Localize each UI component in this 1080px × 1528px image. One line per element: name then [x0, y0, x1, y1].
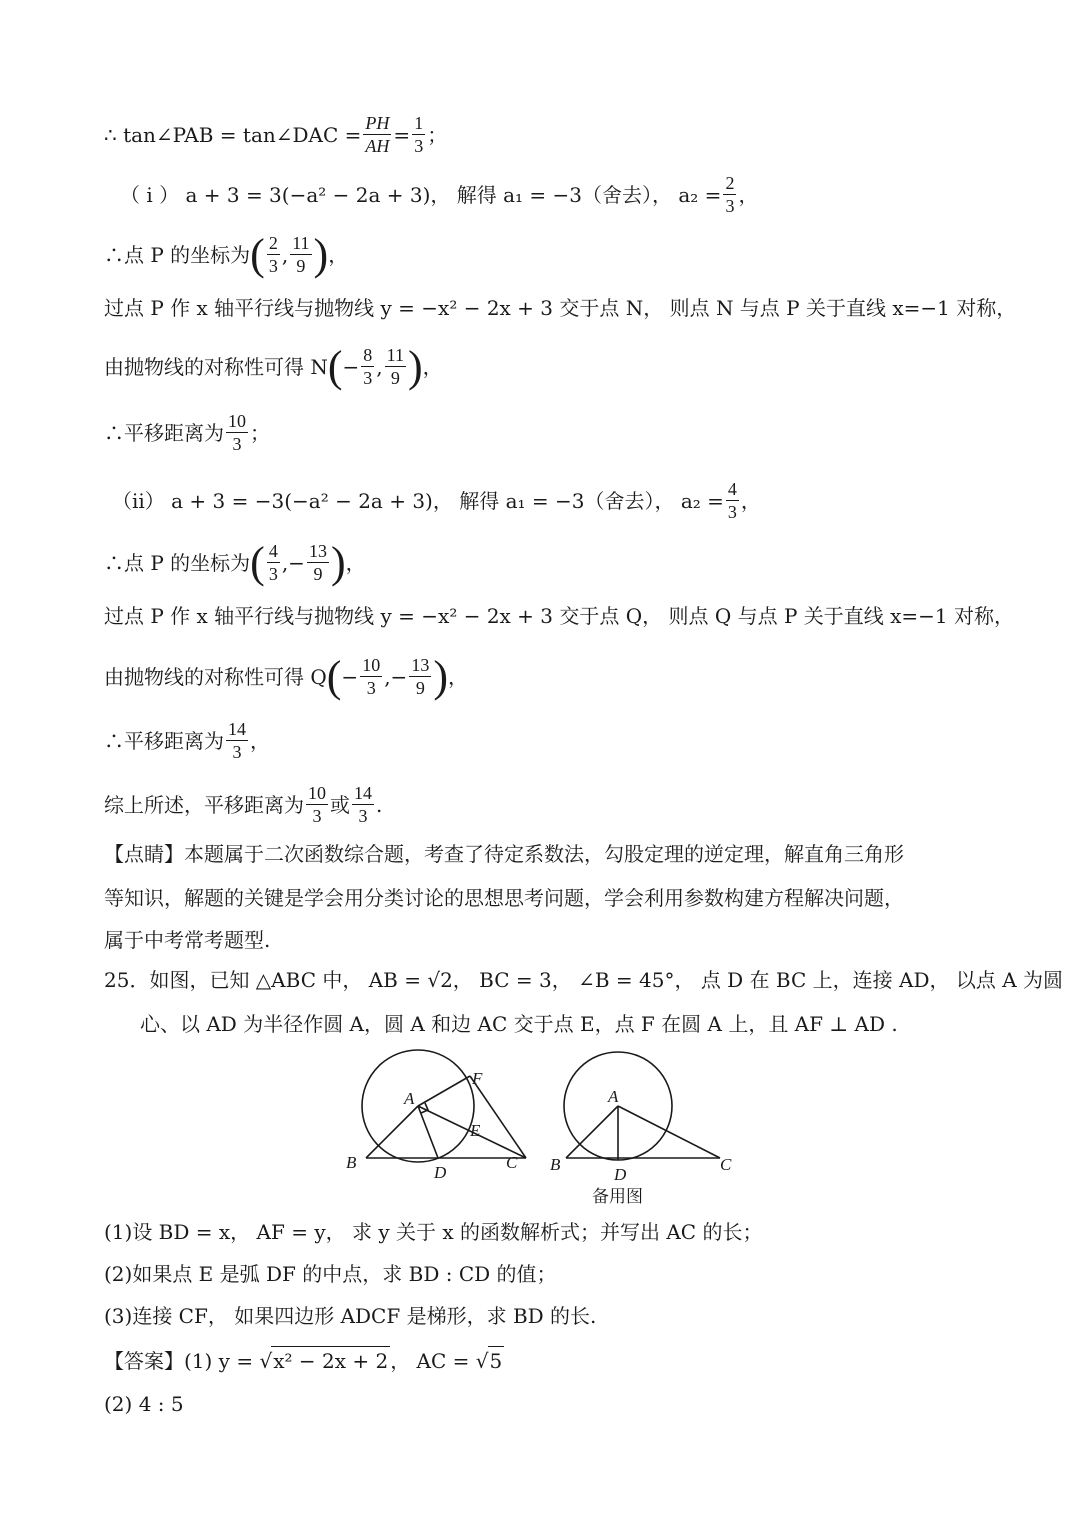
label-d-backup: D: [614, 1165, 627, 1184]
text: ；: [427, 122, 448, 147]
label-a-backup: A: [608, 1087, 619, 1106]
text: 过点 P 作 x 轴平行线与抛物线 y = −x² − 2x + 3 交于点 Q， 则点 Q 与点 P 关于直线 x=−1 对称，: [104, 604, 1015, 628]
text: ∴平移距离为: [104, 728, 224, 753]
figure-left-labels: [346, 1069, 518, 1182]
text: (2)如果点 E 是弧 DF 的中点，求 BD : CD 的值；: [104, 1262, 557, 1286]
denominator: 9: [296, 256, 306, 276]
fraction: [361, 344, 374, 389]
text: ；: [250, 420, 270, 445]
paren-open: (: [250, 229, 265, 279]
numerator: 13: [308, 541, 327, 561]
text: ，: [447, 664, 468, 689]
fraction: [412, 112, 425, 157]
denominator: 3: [232, 742, 242, 762]
text: ， AC =: [390, 1348, 470, 1373]
fraction: [306, 782, 328, 827]
sqrt-sign: √: [253, 1348, 273, 1373]
numerator: 8: [363, 345, 373, 365]
numerator: 13: [411, 655, 430, 675]
label-a: A: [404, 1089, 415, 1108]
text: 或: [330, 792, 350, 817]
text: 由抛物线的对称性可得 N: [104, 354, 328, 379]
denominator: AH: [365, 136, 390, 156]
text: 由抛物线的对称性可得 Q: [104, 664, 327, 689]
line-case-i: [120, 172, 758, 217]
numerator: 1: [414, 113, 424, 133]
figure-right: [564, 1052, 720, 1160]
text: ，: [250, 728, 270, 753]
text: 【点睛】本题属于二次函数综合题，考查了待定系数法，勾股定理的逆定理，解直角三角形: [104, 842, 904, 866]
fraction: [307, 540, 329, 585]
text: (1)设 BD = x， AF = y， 求 y 关于 x 的函数解析式；并写出 AC 的长；: [104, 1220, 763, 1244]
line-problem-25: [104, 966, 1063, 994]
fraction: [226, 718, 248, 763]
fraction: [726, 478, 739, 523]
segment-ab: [366, 1106, 418, 1158]
text: ，: [422, 354, 443, 379]
paren-open: (: [250, 537, 265, 587]
line-q3: [104, 1302, 596, 1330]
line-comment-1: [104, 840, 904, 868]
denominator: 3: [725, 196, 735, 216]
label-b-backup: B: [550, 1155, 561, 1174]
text: （ i ） a + 3 = 3(−a² − 2a + 3)， 解得 a₁ = −3（舍去）， a₂ =: [120, 182, 722, 207]
paren-close: ): [330, 537, 346, 587]
line-distance-2: [104, 718, 270, 763]
fraction: [363, 112, 391, 157]
text: （ii） a + 3 = −3(−a² − 2a + 3)， 解得 a₁ = −3（舍去）， a₂ =: [112, 488, 724, 513]
numerator: 10: [228, 411, 246, 431]
text: 25．如图，已知 △ABC 中， AB = √2， BC = 3， ∠B = 45°， 点 D 在 BC 上，连接 AD， 以点 A 为圆: [104, 968, 1064, 992]
denominator: 3: [312, 806, 322, 826]
segment-af: [418, 1076, 470, 1106]
text: ，: [740, 488, 761, 513]
text: ∴平移距离为: [104, 420, 224, 445]
line-distance-1: [104, 410, 270, 455]
label-c: C: [506, 1153, 518, 1172]
label-d: D: [434, 1163, 447, 1182]
numerator: 2: [725, 173, 735, 193]
fraction: [723, 172, 736, 217]
geometry-figures: [0, 1048, 1080, 1198]
numerator: 10: [308, 783, 326, 803]
sqrt-body: 5: [488, 1346, 505, 1375]
numerator: 2: [268, 233, 278, 253]
denominator: 9: [415, 678, 425, 698]
denominator: 3: [363, 368, 373, 388]
line-comment-3: [104, 926, 270, 954]
fraction: [352, 782, 374, 827]
figure-left: [362, 1050, 526, 1162]
figure-right-labels: [550, 1087, 732, 1184]
sqrt-sign: √: [469, 1348, 489, 1373]
paren-close: ): [407, 341, 423, 391]
label-b: B: [346, 1153, 357, 1172]
segment-ab-backup: [566, 1106, 618, 1158]
denominator: 3: [414, 136, 424, 156]
text: 过点 P 作 x 轴平行线与抛物线 y = −x² − 2x + 3 交于点 N， 则点 N 与点 P 关于直线 x=−1 对称，: [104, 296, 1017, 320]
text: ∴ tan∠PAB = tan∠DAC =: [104, 122, 362, 147]
text: =: [393, 122, 411, 147]
text: ∴点 P 的坐标为: [104, 242, 251, 267]
paren-open: (: [327, 341, 343, 391]
text: (3)连接 CF， 如果四边形 ADCF 是梯形，求 BD 的长.: [104, 1304, 597, 1328]
line-q-coord: 由抛物线的对称性可得 Q ( − $\frac{10}{3}$ ,− $\frac{13}{9}$ ) ，: [104, 651, 468, 701]
denominator: 3: [232, 434, 242, 454]
text: .: [376, 792, 383, 817]
text: 等知识，解题的关键是学会用分类讨论的思想思考问题，学会利用参数构建方程解决问题，: [104, 886, 904, 910]
paren-open: (: [326, 651, 342, 701]
line-summary: [104, 782, 382, 827]
line-n-coord: 由抛物线的对称性可得 N ( − $\frac{8}{3}$ , $\frac{11}{9}$ ) ，: [104, 341, 443, 391]
label-c-backup: C: [720, 1155, 732, 1174]
segment-ac-backup: [618, 1106, 720, 1158]
numerator: 11: [386, 345, 404, 365]
line-parallel-n: [104, 294, 1016, 322]
line-case-ii: [112, 478, 761, 523]
figure-caption: 备用图: [592, 1187, 643, 1207]
line-parallel-q: [104, 602, 1014, 630]
text: 属于中考常考题型.: [104, 928, 271, 952]
fraction: [267, 232, 280, 277]
line-problem-25-cont: [140, 1010, 898, 1038]
denominator: 9: [313, 564, 323, 584]
paren-close: ): [313, 229, 329, 279]
line-answer-1: [104, 1346, 504, 1375]
fraction: [226, 410, 248, 455]
text: 【答案】(1) y =: [104, 1348, 254, 1373]
text: 心、以 AD 为半径作圆 A，圆 A 和边 AC 交于点 E，点 F 在圆 A 上，且 AF ⊥ AD .: [140, 1012, 898, 1036]
line-q1: [104, 1218, 762, 1246]
denominator: 3: [358, 806, 368, 826]
numerator: 14: [354, 783, 372, 803]
line-q2: [104, 1260, 557, 1288]
paren-close: ): [433, 651, 448, 701]
text: ，: [345, 550, 366, 575]
fraction: [409, 654, 431, 699]
denominator: 3: [366, 678, 376, 698]
sqrt-body: x² − 2x + 2: [271, 1346, 390, 1375]
label-e: E: [470, 1121, 481, 1140]
line-comment-2: [104, 884, 904, 912]
fraction: [290, 232, 311, 277]
line-answer-2: [104, 1390, 184, 1418]
numerator: PH: [365, 113, 390, 133]
text: ，: [328, 242, 349, 267]
fraction: [267, 540, 280, 585]
text: ∴点 P 的坐标为: [104, 550, 251, 575]
line-p-coord-2: ∴点 P 的坐标为 ( $\frac{4}{3}$ ,− $\frac{13}{9}$ ) ，: [104, 537, 366, 587]
denominator: 3: [268, 564, 278, 584]
numerator: 10: [362, 655, 381, 675]
numerator: 4: [727, 479, 737, 499]
line-p-coord-1: ∴点 P 的坐标为 ( $\frac{2}{3}$ , $\frac{11}{9}$ ) ，: [104, 229, 349, 279]
denominator: 9: [390, 368, 400, 388]
segment-fc: [470, 1076, 526, 1158]
fraction: [385, 344, 406, 389]
numerator: 11: [292, 233, 310, 253]
denominator: 3: [727, 502, 737, 522]
numerator: 14: [228, 719, 246, 739]
text: (2) 4 : 5: [104, 1392, 184, 1416]
label-f: F: [472, 1069, 483, 1088]
denominator: 3: [268, 256, 278, 276]
numerator: 4: [268, 541, 278, 561]
text: ，: [738, 182, 759, 207]
fraction: [360, 654, 382, 699]
text: 综上所述，平移距离为: [104, 792, 304, 817]
line-tan: [104, 112, 447, 157]
